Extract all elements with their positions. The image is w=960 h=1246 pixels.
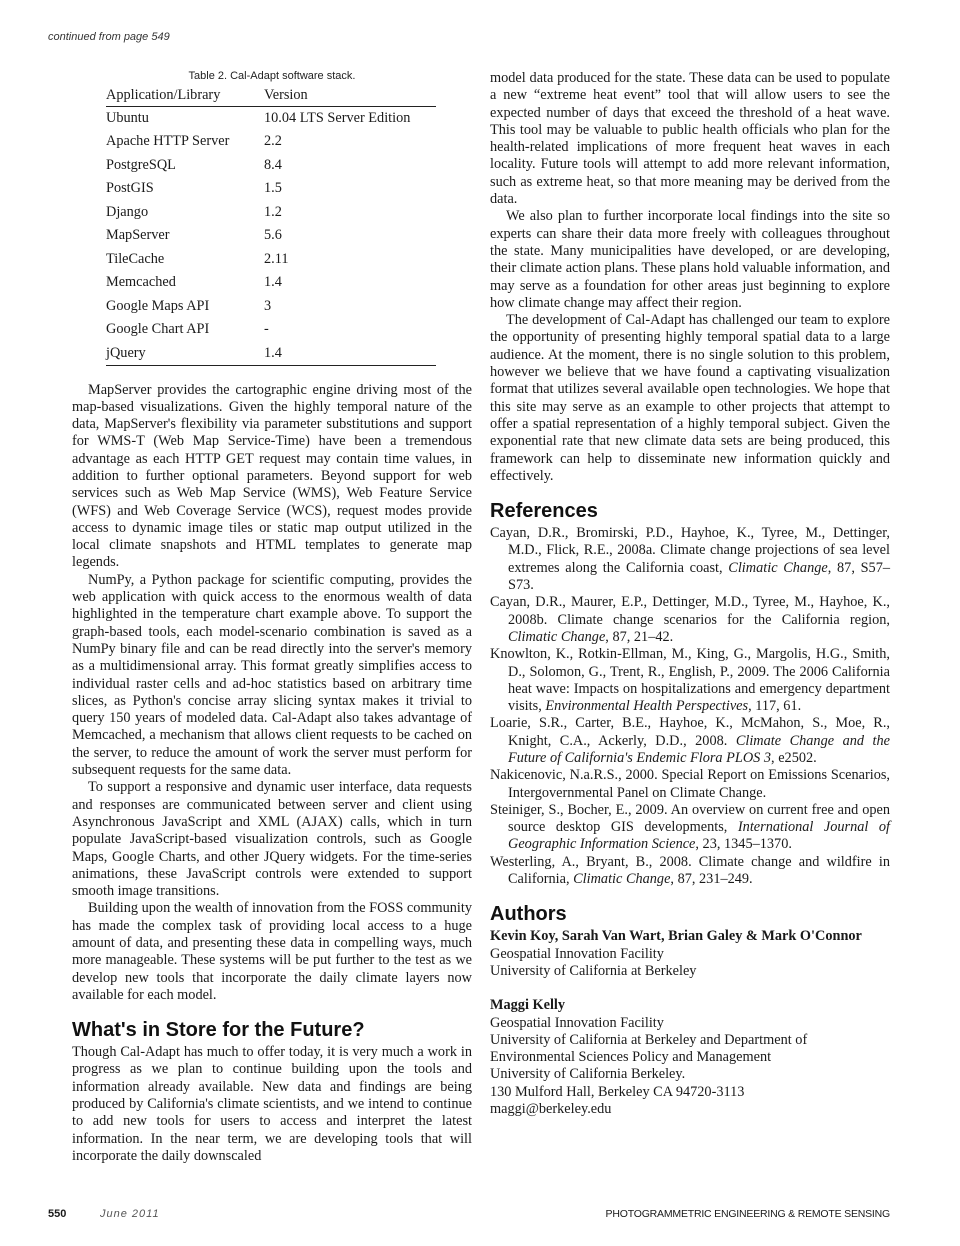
version-cell: 1.4	[264, 274, 282, 291]
reference-item: Westerling, A., Bryant, B., 2008. Climate change and wildfire in California, Climatic Change, 87, 231–249.	[490, 853, 890, 888]
paragraph-extreme-heat: model data produced for the state. These data can be used to populate a new “extreme heat event” tool that will allow users to see the expected number of days that exceed the threshold of a heat wave. This tool may be valuable to public health officials who plan for the health-related implications of more frequent heat waves in each locality. Future tools will attempt to add more relevant information, such as extreme heat, so that more meaning may be derived from the data.	[490, 70, 890, 208]
version-cell: 5.6	[264, 227, 282, 244]
reference-item: Cayan, D.R., Bromirski, P.D., Hayhoe, K., Tyree, M., Dettinger, M.D., Flick, R.E., 2008a. Climate change projections of sea level extremes along the California coast, Climatic Change, 87, S57–S73.	[490, 525, 890, 594]
table-row	[106, 342, 436, 366]
app-cell: jQuery	[106, 342, 264, 366]
reference-item: Nakicenovic, N.a.R.S., 2000. Special Report on Emissions Scenarios, Intergovernmental Panel on Climate Change.	[490, 767, 890, 801]
references-list	[490, 525, 890, 888]
right-column	[490, 70, 890, 1118]
author-address: 130 Mulford Hall, Berkeley CA 94720-3113	[490, 1083, 745, 1100]
version-cell: 2.2	[264, 133, 282, 150]
author-affiliation: University of California at Berkeley	[490, 962, 697, 979]
app-cell: PostgreSQL	[106, 156, 176, 173]
app-cell: PostGIS	[106, 180, 154, 197]
app-cell: TileCache	[106, 250, 165, 267]
issue-date: June 2011	[100, 1208, 160, 1220]
version-cell: 1.5	[264, 180, 282, 197]
reference-item: Loarie, S.R., Carter, B.E., Hayhoe, K., McMahon, S., Moe, R., Knight, C.A., Ackerly, D.D., 2008. Climate Change and the Future of California's Endemic Flora PLOS 3, e2502.	[490, 715, 890, 766]
table-row	[106, 248, 436, 272]
continued-note: continued from page 549	[48, 31, 170, 43]
reference-item: Steiniger, S., Bocher, E., 2009. An overview on current free and open source desktop GIS developments, International Journal of Geographic Information Science, 23, 1345–1370.	[490, 801, 890, 853]
paragraph-development: The development of Cal-Adapt has challenged our team to explore the opportunity of presenting highly temporal spatial data to a large audience. At the moment, there is no single solution to this problem, however we believe that we have found a captivating visualization format that utilizes several available open technologies. We hope that this site may serve as an example to other projects that attempt to offer a spatial representation of a highly temporal subject. Given the exponential rate that new climate data sets are being produced, this framework can help to disseminate new information quickly and effectively.	[490, 312, 890, 484]
paragraph-future: Though Cal-Adapt has much to offer today, it is very much a work in progress as we plan to continue building upon the tools and information already available. New data and findings are being produced by California's climate scientists, and we intend to continue to add new tools for users to access and interpret the latest information. In the near term, we are developing tools that will incorporate the daily downscaled	[72, 1044, 472, 1164]
column-header-version: Version	[264, 86, 436, 107]
software-stack-table	[106, 86, 436, 366]
version-cell: 3	[264, 297, 272, 314]
table-row	[106, 271, 436, 295]
authors-block	[490, 928, 890, 1118]
table-row	[106, 130, 436, 154]
section-heading-future: What's in Store for the Future?	[72, 1019, 365, 1042]
reference-item: Knowlton, K., Rotkin-Ellman, M., King, G., Margolis, H.G., Smith, D., Solomon, G., Trent, R., English, P., 2009. The 2006 California heat wave: Impacts on hospitalizations and emergency department visits, Environmental Health Perspectives, 117, 61.	[490, 646, 890, 715]
author-name-kelly: Maggi Kelly	[490, 997, 566, 1014]
version-cell: 1.2	[264, 203, 282, 220]
table-row	[106, 201, 436, 225]
author-affiliation: Geospatial Innovation Facility	[490, 945, 664, 962]
table-row	[106, 154, 436, 178]
version-cell: 8.4	[264, 156, 282, 173]
left-column	[72, 70, 472, 1165]
app-cell: Memcached	[106, 274, 176, 291]
app-cell: Google Maps API	[106, 297, 210, 314]
journal-name: PHOTOGRAMMETRIC ENGINEERING & REMOTE SENSING	[605, 1208, 890, 1220]
app-cell: MapServer	[106, 227, 170, 244]
paragraph-ajax: To support a responsive and dynamic user interface, data requests and responses are communicated between server and client using Asynchronous JavaScript and XML (AJAX) calls, which in turn populate JavaScript-based visualization controls, such as Google Maps, Google Charts, and other JQuery widgets. For the time-series animations, these JavaScript controls were extended to support smooth image transitions.	[72, 779, 472, 900]
app-cell: Ubuntu	[106, 110, 149, 126]
table-row	[106, 295, 436, 319]
page-number: 550	[48, 1208, 67, 1220]
paragraph-foss: Building upon the wealth of innovation from the FOSS community has made the complex task of providing local access to a huge amount of data, and presenting these data in compelling ways, much more manageable. These systems will be put further to the test as we develop new tools that incorporate the daily climate layers now available for each model.	[72, 900, 473, 1003]
section-heading-references: References	[490, 500, 598, 523]
table-row	[106, 224, 436, 248]
table-header-row	[106, 86, 436, 107]
version-cell: 2.11	[264, 250, 289, 267]
version-cell: -	[264, 321, 269, 338]
version-cell: 1.4	[264, 342, 436, 366]
author-email: maggi@berkeley.edu	[490, 1101, 612, 1118]
author-affiliation: University of California at Berkeley and Department of Environmental Sciences Policy and Management	[490, 1031, 808, 1066]
app-cell: Django	[106, 203, 149, 220]
paragraph-mapserver: MapServer provides the cartographic engine driving most of the map-based visualizations. Given the highly temporal nature of the data, MapServer's flexibility via parameter substitutions and support for WMS-T (Web Map Service-Time) have been a tremendous advantage as each HTTP GET request may contain time values, in addition to further optional parameters. Beyond support for web services such as Web Map Service (WMS), Web Feature Service (WFS) and Web Coverage Service (WCS), request modes provide access to dynamic image tiles or static map output utilized in the local climate snapshots and HTML templates to generate map legends.	[72, 381, 472, 571]
reference-item: Cayan, D.R., Maurer, E.P., Dettinger, M.D., Tyree, M., Hayhoe, K., 2008b. Climate change scenarios for the California region, Climatic Change, 87, 21–42.	[490, 594, 890, 645]
table-caption: Table 2. Cal-Adapt software stack.	[188, 70, 356, 82]
column-header-application: Application/Library	[106, 86, 264, 107]
app-cell: Apache HTTP Server	[106, 133, 230, 150]
app-cell: Google Chart API	[106, 321, 210, 338]
paragraph-numpy: NumPy, a Python package for scientific computing, provides the web application with quick access to the enormous wealth of data highlighted in the temperature chart example above. To support the graph-based tools, each model-scenario combination is saved as a NumPy binary file and can be read directly into the server's memory as a multidimensional array. This format greatly simplifies access to individual raster cells and ad-hoc statistics based on arbitrary time slices, as Python's concise array slicing syntax makes it trivial to query 150 years of modeled data. Cal-Adapt also takes advantage of Memcached, a mechanism that allows client requests to be cached on the server, to reduce the amount of work the server must perform for subsequent requests for the same data.	[72, 571, 472, 779]
section-heading-authors: Authors	[490, 903, 567, 926]
author-affiliation: University of California Berkeley.	[490, 1066, 686, 1083]
author-names: Kevin Koy, Sarah Van Wart, Brian Galey & Mark O'Connor	[490, 928, 862, 945]
author-affiliation: Geospatial Innovation Facility	[490, 1014, 664, 1031]
version-cell: 10.04 LTS Server Edition	[264, 110, 411, 126]
table-row	[106, 107, 436, 131]
paragraph-local-findings: We also plan to further incorporate local findings into the site so experts can share their data more freely with colleagues throughout the state. Many municipalities have developed, or are developing, their climate action plans. These plans hold valuable information, and may serve as a foundation for other areas just beginning to explore how climate change may affect their region.	[490, 208, 890, 311]
table-row	[106, 177, 436, 201]
table-row	[106, 318, 436, 342]
